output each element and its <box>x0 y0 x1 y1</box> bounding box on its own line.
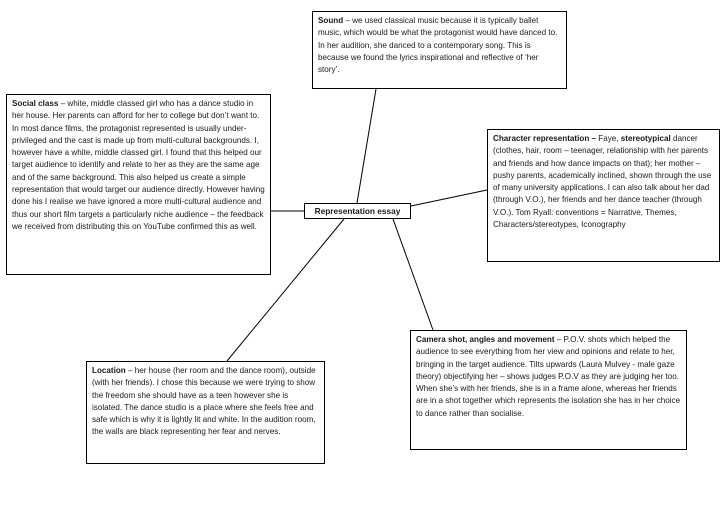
social-class-body: – white, middle classed girl who has a dance studio in her house. Her parents can afford for her to college but don’t want to. In most dance films, the protagonist represented is usually under-privileged and the cast is made up from multi-cultural backgrounds. I, however have a white, middle classed girl. I found that this helped our target audience to identify and relate to her as they are the same age and of the same background. This also helped us create a simple representation that would target our audience directly. However having done his I realise we have ignored a more multi-cultural audience and thus our short film targets a particularly niche audience – the feedback we received from distributing this on YouTube confirmed this as well. <box>12 99 265 231</box>
location-node <box>86 361 325 464</box>
character-heading: Character representation – <box>493 134 599 143</box>
character-representation-node <box>487 129 720 262</box>
character-emphasis: stereotypical <box>620 134 671 143</box>
social-class-heading: Social class <box>12 99 59 108</box>
sound-body: – we used classical music because it is typically ballet music, which would be what the protagonist would have danced to. In her audition, she danced to a contemporary song. This is because we found the lyrics inspirational and reflective of ‘her story’. <box>318 16 558 75</box>
character-body-rest: dancer (clothes, hair, room – teenager, relationship with her parents and friends and how dance impacts on that); her mother – pushy parents, academically inclined, shown through the use of many university applications. I can also talk about her dad (through V.O.), her friends and her dance teacher (through V.O.). Tom Ryall: conventions = Narrative, Themes, Characters/stereotypes, Iconography <box>493 134 712 230</box>
sound-heading: Sound <box>318 16 344 25</box>
location-heading: Location <box>92 366 126 375</box>
central-topic <box>304 203 411 219</box>
social-class-node <box>6 94 271 275</box>
camera-node <box>410 330 687 450</box>
sound-node <box>312 11 567 89</box>
connector-sound <box>357 89 376 203</box>
character-body-start: Faye, <box>598 134 621 143</box>
connector-character <box>411 190 487 206</box>
camera-heading: Camera shot, angles and movement <box>416 335 555 344</box>
connector-camera <box>393 219 433 330</box>
location-body: – her house (her room and the dance room), outside (with her friends). I chose this because we were trying to show the freedom she should have as a teen however she is isolated. The dance studio is a place where she feels free and safe which is why it is lightly lit and white. In the audition room, the walls are black representing her fear and nerves. <box>92 366 316 437</box>
central-topic-label: Representation essay <box>314 206 401 216</box>
camera-body: – P.O.V. shots which helped the audience to see everything from her view and opinions and relate to her, bringing in the target audience. Tilts upwards (Laura Mulvey - male gaze theory) objectifying her – shows judges P.O.V as they are judging her too. When she’s with her friends, she is in a frame alone, whereas her friends are in a shot together which represents the isolation she has in her choice to dance rather than socialise. <box>416 335 681 418</box>
